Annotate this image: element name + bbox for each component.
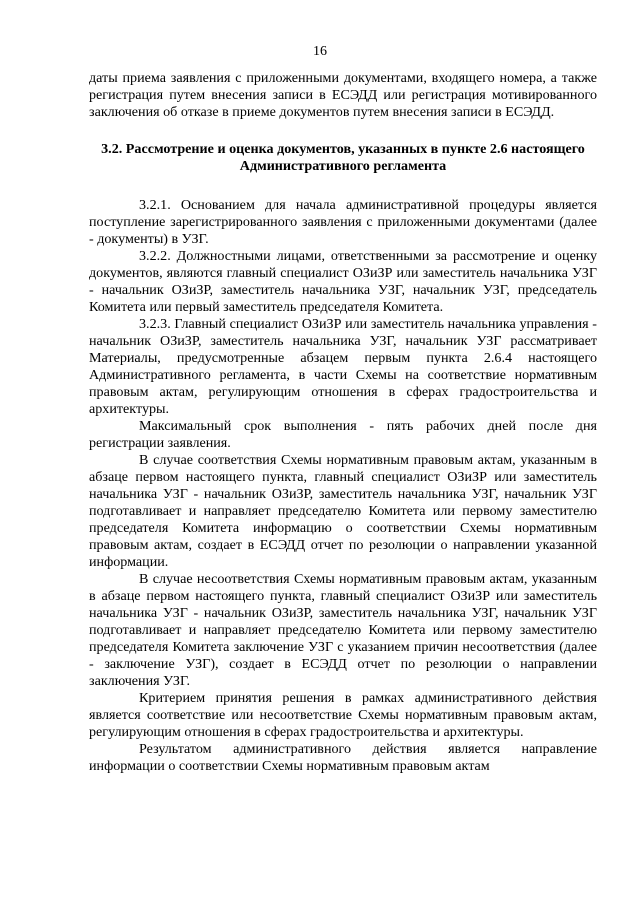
paragraph-compliance-case: В случае соответствия Схемы нормативным правовым актам, указанным в абзаце первом настоящего пункта, главный специалист ОЗиЗР или заместитель начальника УЗГ - начальник ОЗиЗР, заместитель начальника УЗГ, начальник УЗГ подготавливает и направляет председателю Комитета или первому заместителю председателя Комитета информацию о соответствии Схемы нормативным правовым актам, создает в ЕСЭДД отчет по резолюции о направлении указанной информации.: [89, 452, 597, 570]
paragraph-max-term: Максимальный срок выполнения - пять рабочих дней после дня регистрации заявления.: [89, 418, 597, 451]
paragraph-3-2-3: 3.2.3. Главный специалист ОЗиЗР или заместитель начальника управления - начальник ОЗиЗР, заместитель начальника УЗГ, начальник УЗГ рассматривает Материалы, предусмотренные абзацем первым пункта 2.6.4 настоящего Административного регламента, в части Схемы на соответствие нормативным правовым актам, регулирующим отношения в сферах градостроительства и архитектуры.: [89, 316, 597, 417]
page-number: 16: [313, 44, 327, 59]
paragraph-continuation: даты приема заявления с приложенными документами, входящего номера, а также регистрация путем внесения записи в ЕСЭДД или регистрация мотивированного заключения об отказе в приеме документов путем внесения записи в ЕСЭДД.: [89, 70, 597, 120]
paragraph-3-2-1: 3.2.1. Основанием для начала административной процедуры является поступление зарегистрированного заявления с приложенными документами (далее - документы) в УЗГ.: [89, 197, 597, 247]
paragraph-decision-criterion: Критерием принятия решения в рамках административного действия является соответствие или несоответствие Схемы нормативным правовым актам, регулирующим отношения в сферах градостроительства и архитектуры.: [89, 690, 597, 740]
paragraph-result: Результатом административного действия является направление информации о соответствии Схемы нормативным правовым актам: [89, 741, 597, 774]
document-body: [89, 70, 597, 775]
paragraph-3-2-2: 3.2.2. Должностными лицами, ответственными за рассмотрение и оценку документов, являются главный специалист ОЗиЗР или заместитель начальника УЗГ - начальник ОЗиЗР, заместитель начальника УЗГ, начальник УЗГ, председатель Комитета или первый заместитель председателя Комитета.: [89, 248, 597, 315]
section-heading: 3.2. Рассмотрение и оценка документов, указанных в пункте 2.6 настоящего Административного регламента: [101, 141, 585, 174]
paragraph-noncompliance-case: В случае несоответствия Схемы нормативным правовым актам, указанным в абзаце первом настоящего пункта, главный специалист ОЗиЗР или заместитель начальника УЗГ - начальник ОЗиЗР, заместитель начальника УЗГ, начальник УЗГ подготавливает и направляет председателю Комитета или первому заместителю председателя Комитета заключение УЗГ с указанием причин несоответствия (далее - заключение УЗГ), создает в ЕСЭДД отчет по резолюции о направлении заключения УЗГ.: [89, 571, 597, 689]
